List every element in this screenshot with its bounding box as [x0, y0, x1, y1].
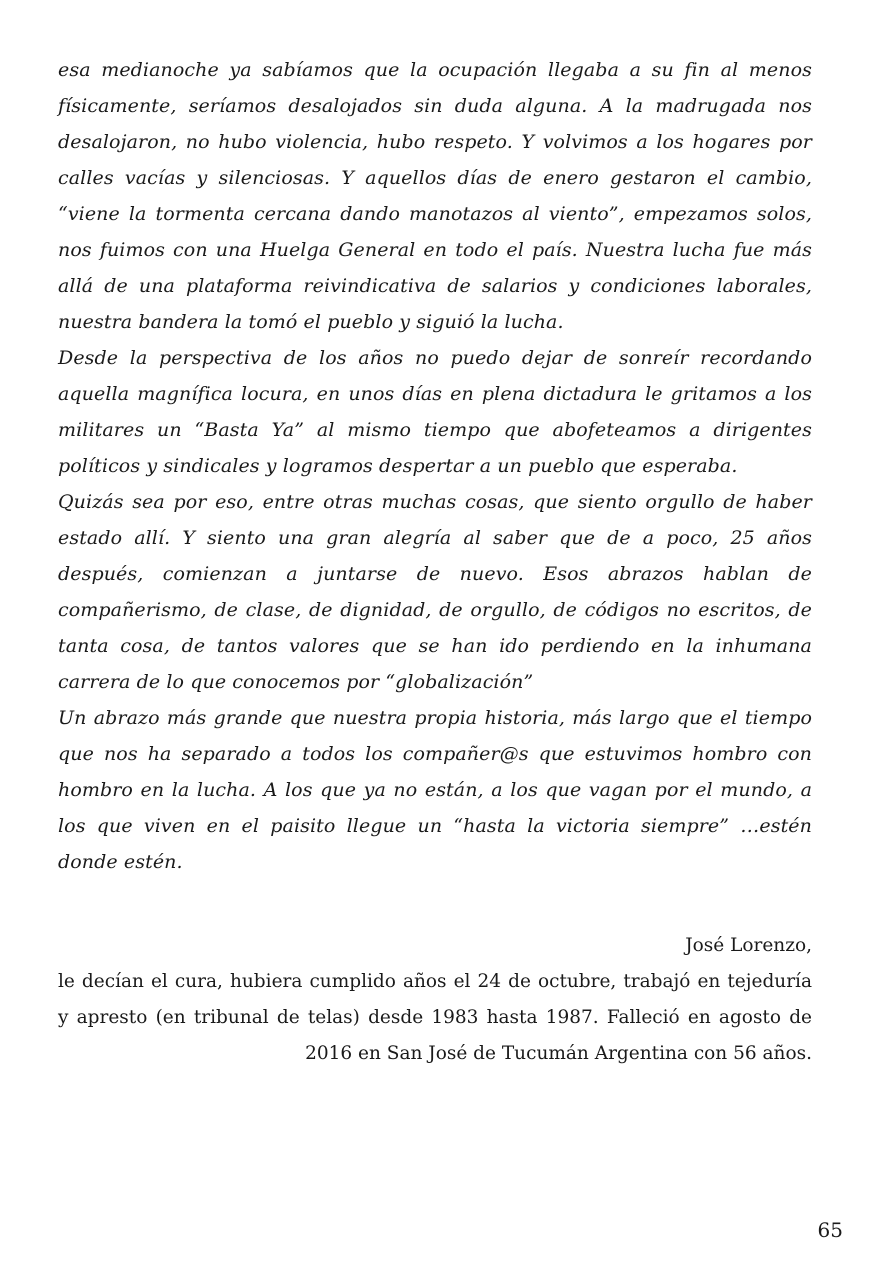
- author-signature: José Lorenzo,: [685, 935, 812, 956]
- paragraph: esa medianoche ya sabíamos que la ocupación llegaba a su fin al menos físicamente, seríamos desalojados sin duda alguna. A la madrugada nos desalojaron, no hubo violencia, hubo respeto. Y volvimos a los hogares por calles vacías y silenciosas. Y aquellos días de enero gestaron el cambio, “viene la tormenta cercana dando manotazos al viento”, empezamos solos, nos fuimos con una Huelga General en todo el país. Nuestra lucha fue más allá de una plataforma reivindicativa de salarios y condiciones laborales, nuestra bandera la tomó el pueblo y siguió la lucha.: [58, 59, 812, 333]
- author-bio: le decían el cura, hubiera cumplido años el 24 de octubre, trabajó en tejeduría y apresto (en tribunal de telas) desde 1983 hasta 1987. Falleció en agosto de 2016 en San José de Tucumán Argentina con 56 años.: [58, 971, 812, 1064]
- paragraph: Quizás sea por eso, entre otras muchas cosas, que siento orgullo de haber estado allí. Y siento una gran alegría al saber que de a poco, 25 años después, comienzan a juntarse de nuevo. Esos abrazos hablan de compañerismo, de clase, de dignidad, de orgullo, de códigos no escritos, de tanta cosa, de tantos valores que se han ido perdiendo en la inhumana carrera de lo que conocemos por “globalización”: [58, 491, 812, 693]
- paragraph: Desde la perspectiva de los años no puedo dejar de sonreír recordando aquella magnífica locura, en unos días en plena dictadura le gritamos a los militares un “Basta Ya” al mismo tiempo que abofeteamos a dirigentes políticos y sindicales y logramos despertar a un pueblo que esperaba.: [58, 347, 812, 477]
- body-text: [58, 52, 812, 880]
- page-number: 65: [817, 1218, 843, 1242]
- paragraph: Un abrazo más grande que nuestra propia historia, más largo que el tiempo que nos ha separado a todos los compañer@s que estuvimos hombro con hombro en la lucha. A los que ya no están, a los que vagan por el mundo, a los que viven en el paisito llegue un “hasta la victoria siempre” …estén donde estén.: [58, 707, 812, 873]
- page-content: [58, 52, 812, 1072]
